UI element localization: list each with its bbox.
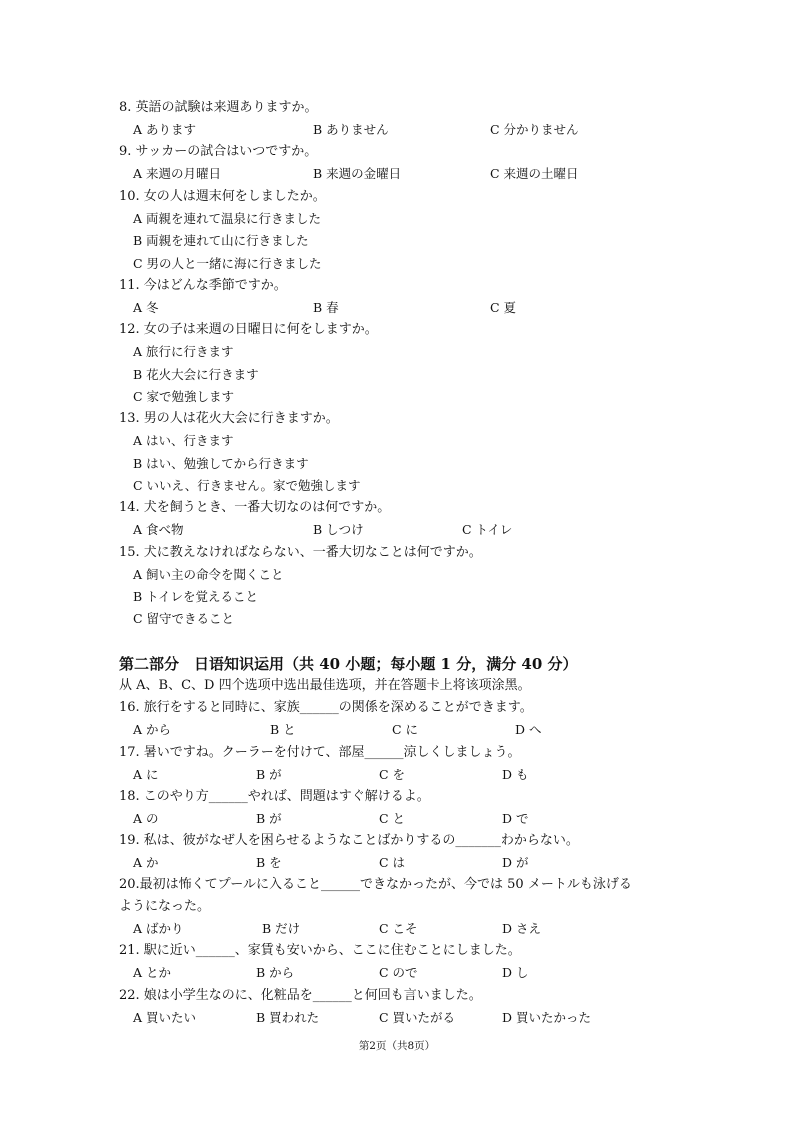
question-15: 15. 犬に教えなければならない、一番大切なことは何ですか。: [119, 545, 482, 560]
option-c: C 買いたがる: [379, 1010, 456, 1025]
question-22: 22. 娘は小学生なのに、化粧品を______と何回も言いました。: [119, 988, 482, 1003]
option-a: A 食べ物: [133, 522, 184, 537]
option-c: C は: [379, 855, 406, 870]
option-a: A 両親を連れて温泉に行きました: [133, 211, 322, 226]
option-b: B 春: [313, 300, 339, 315]
question-20-continued: ようになった。: [119, 899, 211, 914]
option-d: D で: [502, 811, 529, 826]
option-d: D し: [502, 965, 529, 980]
option-b: B 買われた: [256, 1010, 320, 1025]
option-c: C トイレ: [462, 522, 513, 537]
option-a: A から: [133, 722, 172, 737]
page-number: 第2页（共8页）: [358, 1040, 436, 1052]
question-12: 12. 女の子は来週の日曜日に何をしますか。: [119, 322, 378, 337]
question-16: 16. 旅行をすると同時に、家族______の関係を深めることができます。: [119, 700, 533, 715]
option-b: B はい、勉強してから行きます: [133, 456, 309, 471]
option-b: B ありません: [313, 122, 389, 137]
option-a: A はい、行きます: [133, 433, 234, 448]
option-b: B が: [256, 811, 282, 826]
question-17: 17. 暑いですね。クーラーを付けて、部屋______涼しくしましょう。: [119, 745, 521, 760]
option-a: A とか: [133, 965, 172, 980]
section-title: 第二部分 日语知识运用（共 40 小题；每小题 1 分，满分 40 分）: [119, 655, 578, 673]
question-19: 19. 私は、彼がなぜ人を困らせるようなことばかりするの_______わからない。: [119, 833, 579, 848]
option-d: D さえ: [502, 921, 541, 936]
option-b: B から: [256, 965, 295, 980]
option-a: A 買いたい: [133, 1010, 197, 1025]
option-a: A あります: [133, 122, 197, 137]
option-c: C 来週の土曜日: [490, 166, 579, 181]
option-b: B 花火大会に行きます: [133, 367, 259, 382]
option-c: C こそ: [379, 921, 418, 936]
option-b: B だけ: [262, 921, 301, 936]
option-a: A 来週の月曜日: [133, 166, 222, 181]
option-c: C 分かりません: [490, 122, 579, 137]
option-b: B と: [270, 722, 296, 737]
option-d: D が: [502, 855, 529, 870]
option-b: B しつけ: [313, 522, 364, 537]
option-c: C 家で勉強します: [133, 389, 235, 404]
question-9: 9. サッカーの試合はいつですか。: [119, 144, 318, 159]
option-c: C を: [379, 767, 406, 782]
option-c: C 夏: [490, 300, 517, 315]
option-a: A に: [133, 767, 159, 782]
question-8: 8. 英語の試験は来週ありますか。: [119, 100, 318, 115]
option-a: A ばかり: [133, 921, 184, 936]
option-d: D へ: [515, 722, 542, 737]
question-18: 18. このやり方______やれば、問題はすぐ解けるよ。: [119, 789, 430, 804]
option-a: A か: [133, 855, 159, 870]
option-b: B 来週の金曜日: [313, 166, 402, 181]
question-20: 20.最初は怖くてプールに入ること______できなかったが、今では 50 メートルも泳げる: [119, 877, 632, 892]
question-13: 13. 男の人は花火大会に行きますか。: [119, 411, 339, 426]
option-c: C ので: [379, 965, 418, 980]
option-d: D 買いたかった: [502, 1010, 591, 1025]
option-d: D も: [502, 767, 529, 782]
option-a: A 飼い主の命令を聞くこと: [133, 567, 284, 582]
option-c: C 男の人と一緒に海に行きました: [133, 256, 322, 271]
question-14: 14. 犬を飼うとき、一番大切なのは何ですか。: [119, 500, 391, 515]
option-b: B トイレを覚えること: [133, 589, 259, 604]
option-a: A 旅行に行きます: [133, 344, 234, 359]
section-instruction: 从 A、B、C、D 四个选项中选出最佳选项，并在答题卡上将该项涂黑。: [119, 678, 531, 693]
option-a: A の: [133, 811, 159, 826]
question-10: 10. 女の人は週末何をしましたか。: [119, 189, 326, 204]
option-b: B 両親を連れて山に行きました: [133, 233, 309, 248]
option-b: B が: [256, 767, 282, 782]
option-c: C に: [392, 722, 419, 737]
question-11: 11. 今はどんな季節ですか。: [119, 278, 287, 293]
option-a: A 冬: [133, 300, 159, 315]
option-c: C 留守できること: [133, 611, 235, 626]
option-c: C と: [379, 811, 406, 826]
option-b: B を: [256, 855, 282, 870]
option-c: C いいえ、行きません。家で勉強します: [133, 478, 361, 493]
question-21: 21. 駅に近い______、家賃も安いから、ここに住むことにしました。: [119, 943, 521, 958]
